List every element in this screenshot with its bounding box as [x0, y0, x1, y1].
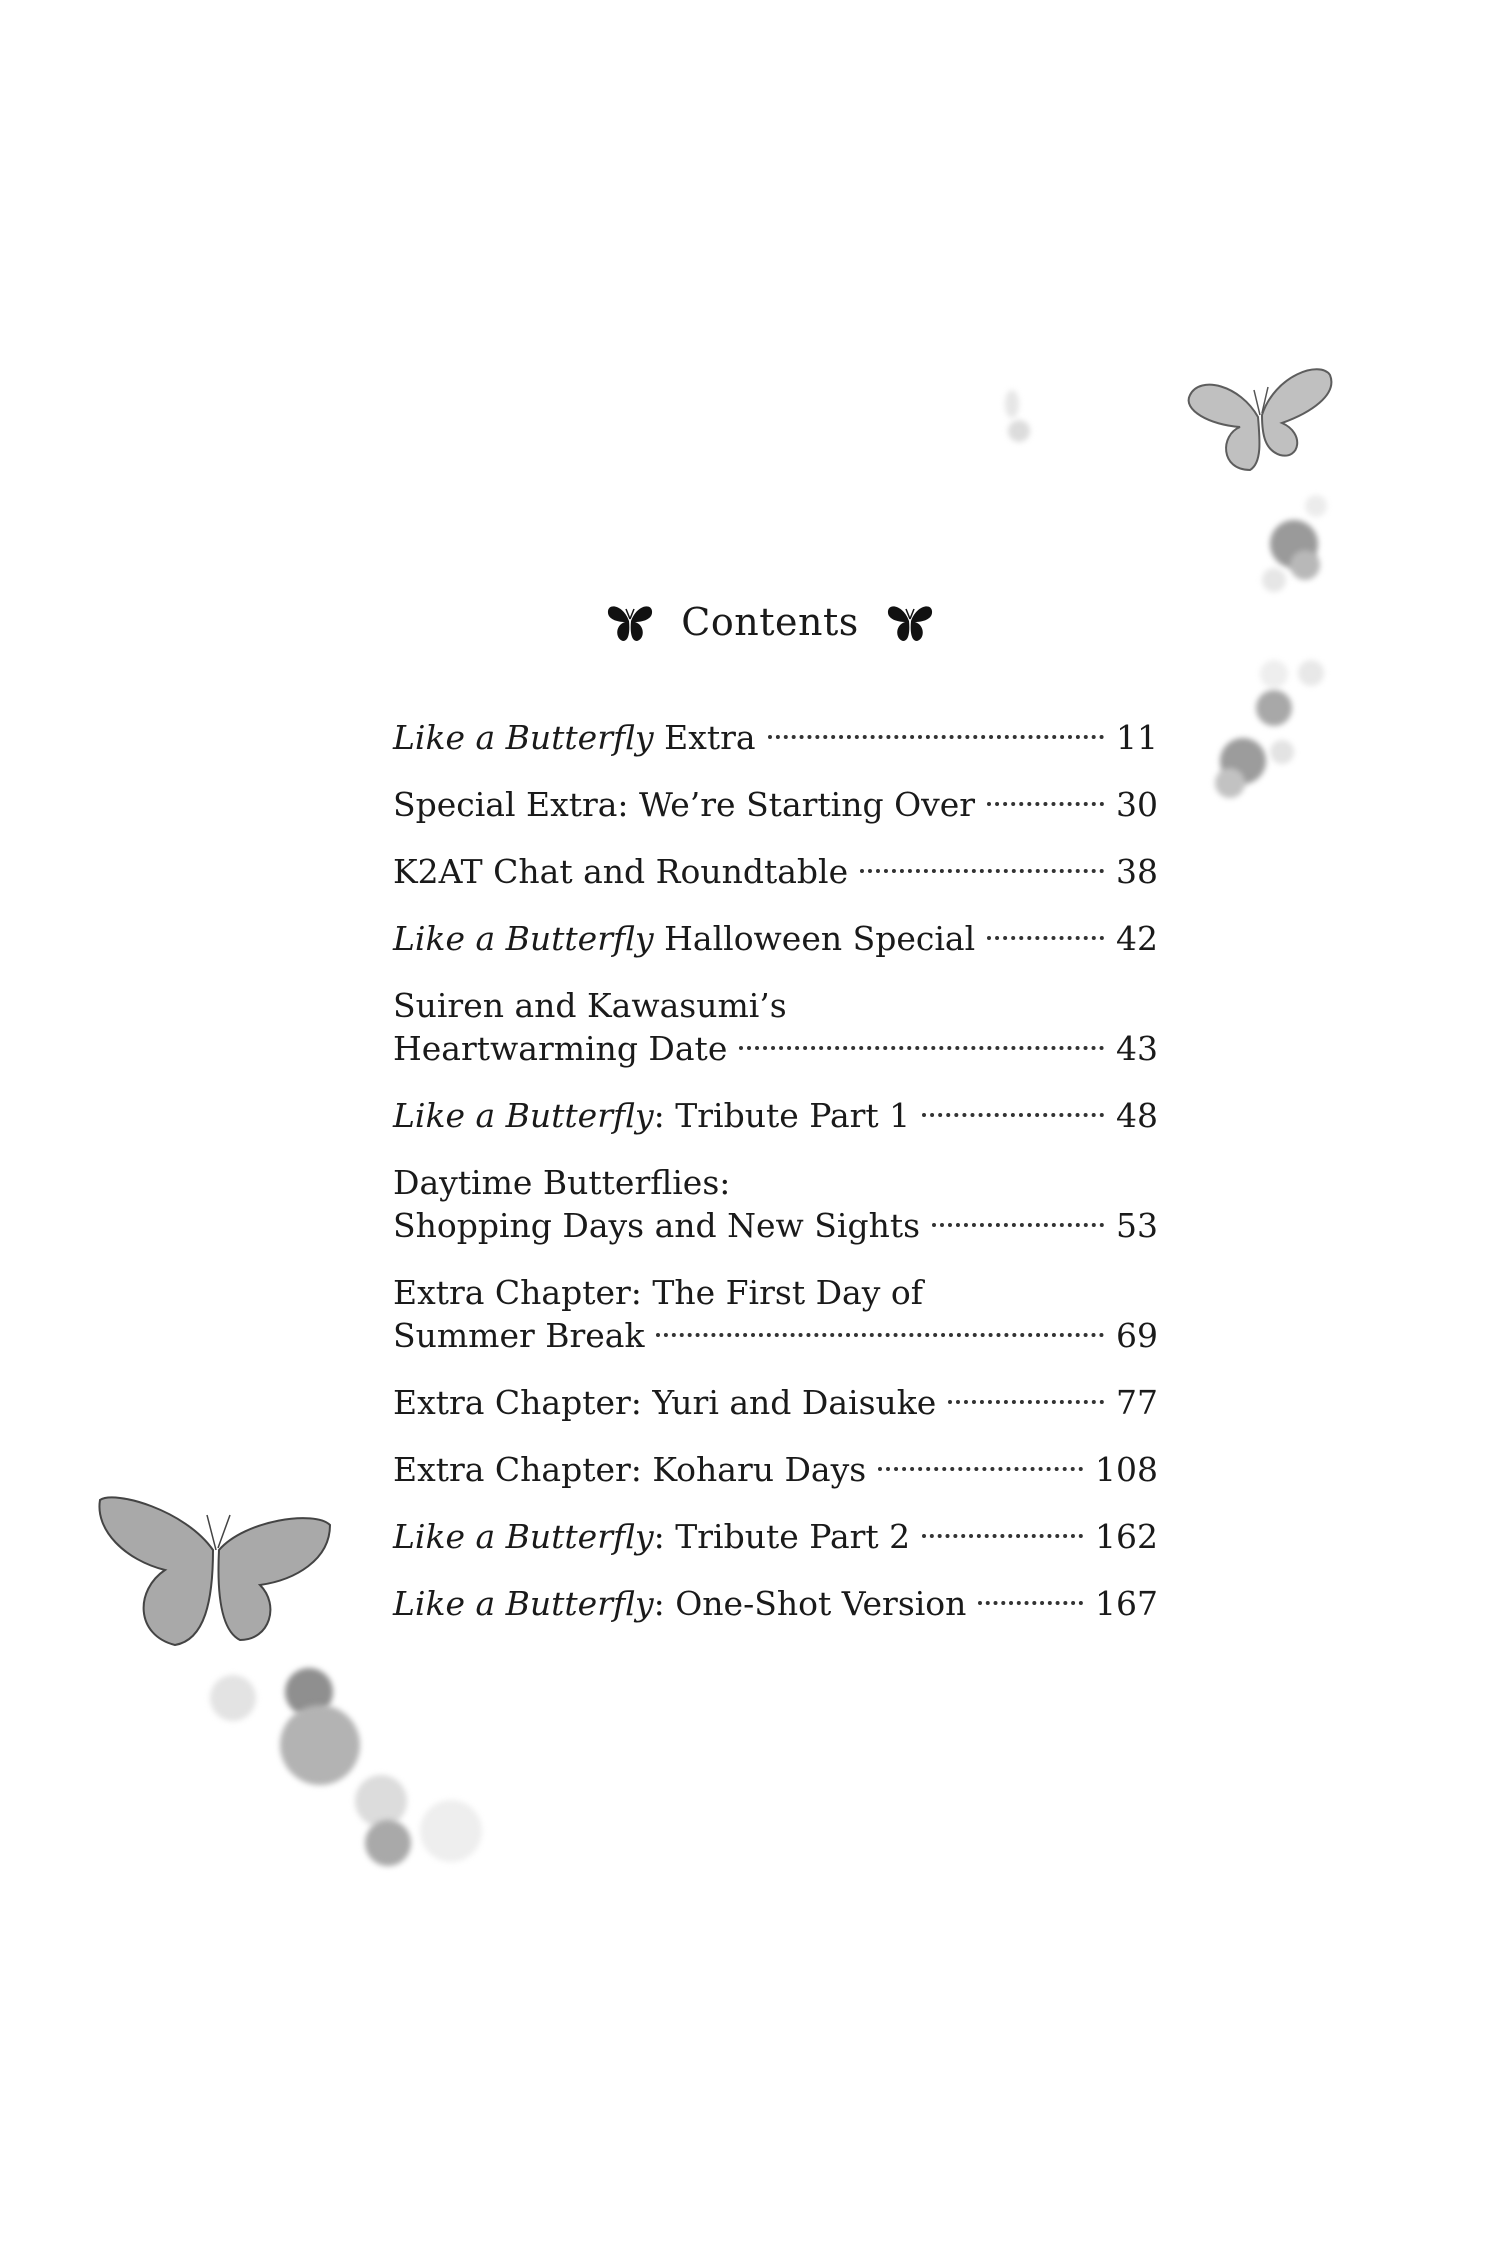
dot-leader — [948, 1400, 1104, 1404]
entry-title: Extra Chapter: Yuri and Daisuke — [393, 1383, 937, 1422]
page-number: 53 — [1116, 1206, 1158, 1245]
dot-leader — [860, 869, 1104, 873]
butterfly-icon — [605, 597, 655, 647]
watercolor-butterfly-icon-top-right — [1180, 355, 1340, 490]
page-number: 77 — [1116, 1383, 1158, 1422]
page-number: 38 — [1116, 852, 1158, 891]
bokeh-dot — [1008, 420, 1030, 442]
toc-entry[interactable] — [393, 1448, 1158, 1491]
page-number: 30 — [1116, 785, 1158, 824]
entry-title: Like a Butterfly: Tribute Part 1 — [393, 1096, 911, 1135]
entry-title: Like a Butterfly: One-Shot Version — [393, 1584, 967, 1623]
entry-title-first-line: Daytime Butterflies: — [393, 1163, 731, 1202]
entry-title: Heartwarming Date — [393, 1029, 728, 1068]
butterfly-icon — [885, 597, 935, 647]
dot-leader — [922, 1534, 1083, 1538]
entry-title: Shopping Days and New Sights — [393, 1206, 921, 1245]
table-of-contents — [393, 716, 1158, 1649]
toc-entry[interactable] — [393, 1161, 1158, 1247]
entry-title-first-line: Extra Chapter: The First Day of — [393, 1273, 923, 1312]
bokeh-dot — [1005, 390, 1019, 418]
page-number: 48 — [1116, 1096, 1158, 1135]
page-number: 162 — [1095, 1517, 1158, 1556]
page-number: 69 — [1116, 1316, 1158, 1355]
dot-leader — [739, 1046, 1104, 1050]
dot-leader — [878, 1467, 1083, 1471]
bokeh-dot — [280, 1705, 360, 1785]
bokeh-dot — [210, 1675, 256, 1721]
page-number: 167 — [1095, 1584, 1158, 1623]
toc-entry[interactable] — [393, 1381, 1158, 1424]
dot-leader — [987, 936, 1104, 940]
toc-entry[interactable] — [393, 917, 1158, 960]
entry-title: Special Extra: We’re Starting Over — [393, 785, 976, 824]
toc-entry[interactable] — [393, 716, 1158, 759]
page-title: Contents — [681, 599, 859, 644]
contents-header — [0, 588, 1500, 652]
bokeh-dot — [1305, 495, 1327, 517]
bokeh-dot — [1260, 660, 1288, 688]
dot-leader — [978, 1601, 1083, 1605]
bokeh-dot — [1270, 740, 1294, 764]
dot-leader — [922, 1113, 1104, 1117]
toc-entry[interactable] — [393, 850, 1158, 893]
watercolor-butterfly-icon-bottom-left — [95, 1470, 335, 1650]
bokeh-dot — [1215, 768, 1245, 798]
bokeh-dot — [420, 1800, 482, 1862]
page-number: 108 — [1095, 1450, 1158, 1489]
toc-entry[interactable] — [393, 984, 1158, 1070]
dot-leader — [768, 735, 1104, 739]
bokeh-dot — [365, 1820, 411, 1866]
bokeh-dot — [1290, 550, 1320, 580]
toc-entry[interactable] — [393, 1271, 1158, 1357]
entry-title: Like a Butterfly Extra — [393, 718, 756, 757]
toc-entry[interactable] — [393, 1515, 1158, 1558]
entry-title-first-line: Suiren and Kawasumi’s — [393, 986, 787, 1025]
entry-title: Summer Break — [393, 1316, 645, 1355]
dot-leader — [987, 802, 1104, 806]
bokeh-dot — [355, 1775, 407, 1827]
dot-leader — [932, 1223, 1104, 1227]
toc-entry[interactable] — [393, 1094, 1158, 1137]
toc-entry[interactable] — [393, 1582, 1158, 1625]
entry-title: Like a Butterfly: Tribute Part 2 — [393, 1517, 911, 1556]
entry-title: Extra Chapter: Koharu Days — [393, 1450, 867, 1489]
bokeh-dot — [1298, 660, 1324, 686]
entry-title: K2AT Chat and Roundtable — [393, 852, 849, 891]
toc-entry[interactable] — [393, 783, 1158, 826]
bokeh-dot — [1256, 690, 1292, 726]
page-number: 43 — [1116, 1029, 1158, 1068]
entry-title: Like a Butterfly Halloween Special — [393, 919, 976, 958]
page-number: 11 — [1116, 718, 1158, 757]
dot-leader — [656, 1333, 1104, 1337]
page-number: 42 — [1116, 919, 1158, 958]
